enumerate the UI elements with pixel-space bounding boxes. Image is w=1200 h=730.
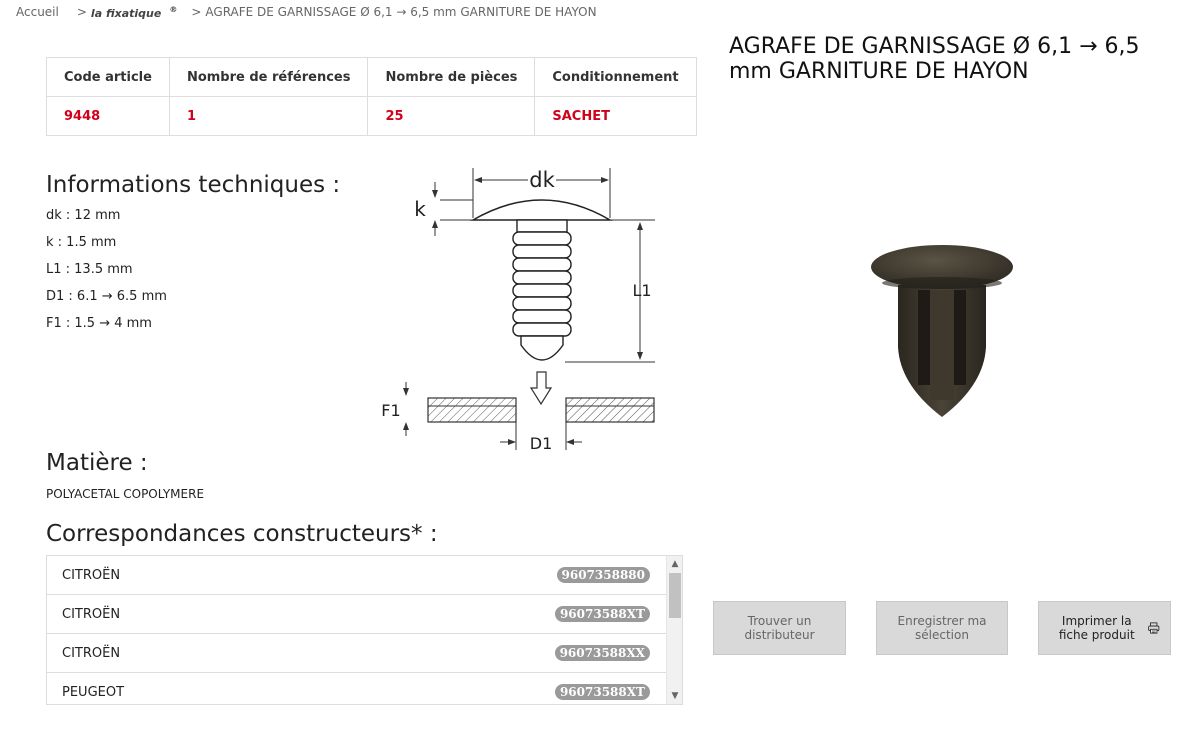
diagram-label-d1: D1 bbox=[529, 434, 553, 453]
matiere-title: Matière : bbox=[46, 450, 148, 476]
value-code-article: 9448 bbox=[47, 97, 170, 136]
corr-brand: CITROËN bbox=[62, 606, 121, 622]
list-item bbox=[47, 595, 682, 634]
corr-ref-badge: 96073588XT bbox=[555, 684, 650, 700]
correspondances-list[interactable] bbox=[46, 555, 683, 705]
diagram-label-f1: F1 bbox=[381, 401, 401, 420]
corr-ref-badge: 96073588XT bbox=[555, 606, 650, 622]
tech-info-title: Informations techniques : bbox=[46, 172, 341, 198]
tech-item-d1: D1 : 6.1 → 6.5 mm bbox=[46, 289, 167, 304]
breadcrumb-separator: > bbox=[76, 5, 87, 19]
value-nombre-pieces: 25 bbox=[368, 97, 535, 136]
header-nombre-pieces: Nombre de pièces bbox=[368, 58, 535, 97]
list-item bbox=[47, 634, 682, 673]
tech-item-dk: dk : 12 mm bbox=[46, 208, 121, 223]
corr-ref-badge: 96073588XX bbox=[555, 645, 650, 661]
breadcrumb bbox=[16, 5, 605, 20]
header-code-article: Code article bbox=[47, 58, 170, 97]
scroll-up-icon[interactable]: ▲ bbox=[671, 559, 679, 569]
find-distributor-button[interactable]: Trouver un distributeur bbox=[713, 601, 846, 655]
diagram-label-l1: L1 bbox=[632, 281, 652, 300]
tech-item-k: k : 1.5 mm bbox=[46, 235, 117, 250]
corr-brand: PEUGEOT bbox=[62, 684, 125, 700]
tech-info-list bbox=[46, 208, 167, 343]
breadcrumb-brand[interactable]: la fixatique ® bbox=[90, 5, 178, 20]
list-scrollbar[interactable] bbox=[666, 556, 682, 704]
product-image bbox=[860, 235, 1025, 430]
breadcrumb-current: AGRAFE DE GARNISSAGE Ø 6,1 → 6,5 mm GARNITURE DE HAYON bbox=[205, 5, 597, 19]
diagram-label-dk: dk bbox=[529, 168, 555, 192]
correspondances-title: Correspondances constructeurs* : bbox=[46, 521, 438, 547]
product-title: AGRAFE DE GARNISSAGE Ø 6,1 → 6,5 mm GARNITURE DE HAYON bbox=[729, 34, 1140, 84]
breadcrumb-home[interactable]: Accueil bbox=[16, 5, 59, 19]
print-sheet-label: Imprimer la fiche produit bbox=[1058, 614, 1135, 642]
tech-item-l1: L1 : 13.5 mm bbox=[46, 262, 133, 277]
corr-ref-badge: 9607358880 bbox=[557, 567, 651, 583]
scroll-thumb[interactable] bbox=[669, 573, 681, 618]
diagram-label-k: k bbox=[414, 197, 426, 221]
printer-icon bbox=[1148, 619, 1160, 637]
breadcrumb-separator: > bbox=[191, 5, 202, 19]
print-sheet-button[interactable] bbox=[1038, 601, 1171, 655]
header-conditionnement: Conditionnement bbox=[535, 58, 696, 97]
matiere-value: POLYACETAL COPOLYMERE bbox=[46, 487, 205, 501]
specs-table bbox=[46, 57, 697, 136]
value-nombre-references: 1 bbox=[169, 97, 368, 136]
corr-brand: CITROËN bbox=[62, 645, 121, 661]
save-selection-button[interactable]: Enregistrer ma sélection bbox=[876, 601, 1008, 655]
list-item bbox=[47, 673, 682, 705]
value-conditionnement: SACHET bbox=[535, 97, 696, 136]
scroll-down-icon[interactable]: ▼ bbox=[671, 691, 679, 701]
corr-brand: CITROËN bbox=[62, 567, 121, 583]
technical-diagram bbox=[370, 160, 670, 460]
tech-item-f1: F1 : 1.5 → 4 mm bbox=[46, 316, 152, 331]
specs-value-row bbox=[47, 97, 697, 136]
list-item bbox=[47, 556, 682, 595]
header-nombre-references: Nombre de références bbox=[169, 58, 368, 97]
specs-header-row bbox=[47, 58, 697, 97]
